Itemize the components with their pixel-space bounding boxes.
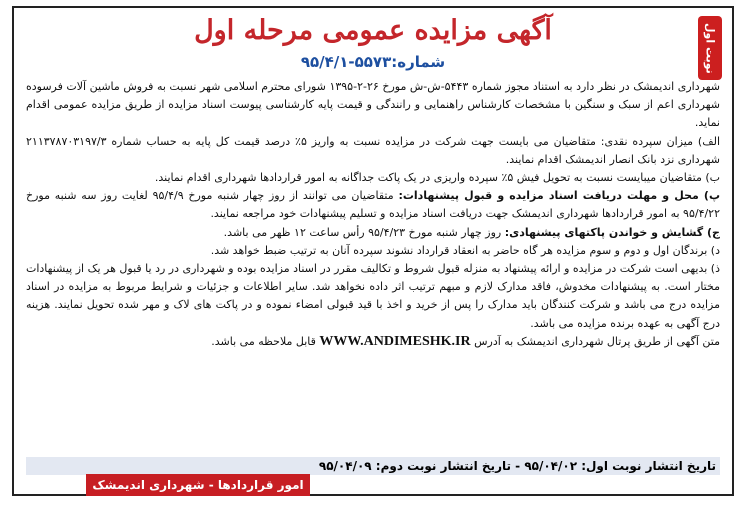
portal-before: متن آگهی از طریق پرتال شهرداری اندیمشک به آدرس (470, 334, 720, 348)
round-tag: نوبت اول (698, 16, 722, 80)
clause-dal: د) برندگان اول و دوم و سوم مزایده هر گاه حاضر به انعقاد قرارداد نشوند سپرده آنان به ترتیب ضبط خواهد شد. (210, 243, 720, 257)
ad-title: آگهی مزایده عمومی مرحله اول (194, 15, 552, 46)
clause-alef: الف) میزان سپرده نقدی: متقاضیان می بایست جهت شرکت در مزایده نسبت به واریز ۵٪ درصد قیمت کل پایه به حساب شماره ۲۱۱۳۷۸۷۰۳۱۹۷/۳ شهرداری نزد بانک انصار اندیمشک اقدام نمایند. (26, 134, 721, 166)
intro-paragraph: شهرداری اندیمشک در نظر دارد به استناد مجوز شماره ۵۴۴۳-ش-ش مورخ ۲۶-۲-۱۳۹۵ شورای محترم اسلامی شهر نسبت به فروش ماشین آلات فرسوده شهرداری اعم از سبک و سنگین با مشخصات کارشناس راهنمایی و رانندگی و قیمت پایه کارشناسی پیوست اسناد مزایده از طریق مزایده عمومی اقدام نماید. (26, 80, 720, 130)
publication-dates: تاریخ انتشار نوبت اول: ۹۵/۰۴/۰۲ - تاریخ انتشار نوبت دوم: ۹۵/۰۴/۰۹ (26, 457, 720, 475)
clause-jim (26, 224, 720, 242)
signature-badge: امور قراردادها - شهرداری اندیمشک (86, 474, 310, 496)
clause-pe-lead: پ) محل و مهلت دریافت اسناد مزایده و قبول پیشنهادات: (398, 189, 720, 203)
clause-jim-lead: ج) گشایش و خواندن پاکتهای پیشنهادی: (504, 225, 720, 239)
clause-zal: ذ) بدیهی است شرکت در مزایده و ارائه پیشنهاد به منزله قبول شروط و تکالیف مقرر در اسناد مزایده بوده و شهرداری در رد یا قبول هر یک از پیشنهادات مختار است. به پیشنهادات مخدوش، فاقد مدارک لازم و مبهم ترتیب اثر داده نخواهد شد. سایر اطلاعات و جزئیات و شرایط مربوط به مزایده در اسناد مزایده درج می باشد و شرکت کنندگان باید مدارک را پس از خرید و اخذ با قید قبولی امضاء نموده و در پاکت های لاک و مهر شده تحویل نمایند. هزینه درج آگهی به عهده برنده مزایده می باشد. (26, 262, 720, 330)
clause-jim-text: روز چهار شنبه مورخ ۹۵/۴/۲۳ رأس ساعت ۱۲ ظهر می باشد. (223, 225, 505, 239)
portal-line (26, 333, 720, 351)
clause-pe-text: متقاضیان می توانند از روز چهار شنبه مورخ ۹۵/۴/۹ لغایت روز سه شنبه مورخ ۹۵/۴/۲۲ به امور قراردادها شهرداری اندیمشک جهت دریافت اسناد مزایده و تسلیم پیشنهادات خود مراجعه نمایند. (26, 189, 720, 221)
ad-number: شماره:۵۵۷۳-۹۵/۴/۱ (300, 53, 446, 71)
advertisement-frame (12, 6, 734, 496)
clause-pe (26, 187, 720, 223)
clause-be: ب) متقاضیان میبایست نسبت به تحویل فیش ۵٪ سپرده واریزی در یک پاکت جداگانه به امور قراردادها شهرداری اقدام نمایند. (154, 171, 720, 185)
ad-body (26, 78, 720, 351)
portal-url[interactable]: WWW.ANDIMESHK.IR (319, 333, 471, 349)
portal-after: قابل ملاحظه می باشد. (211, 334, 320, 348)
